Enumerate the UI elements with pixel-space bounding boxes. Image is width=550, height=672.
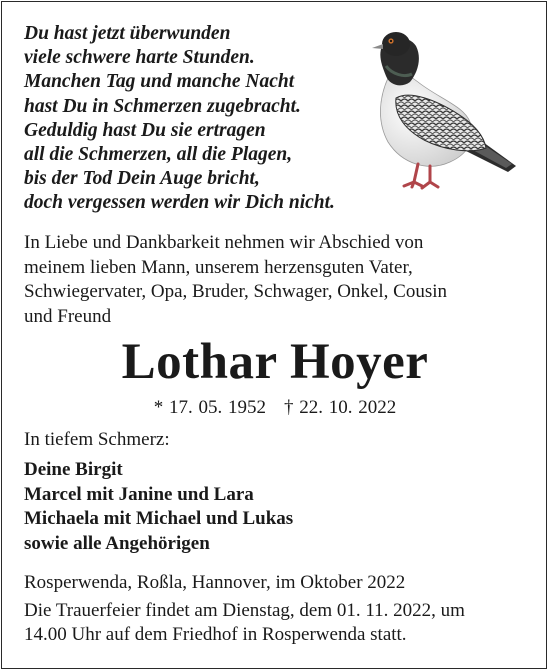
intro-line: In Liebe und Dankbarkeit nehmen wir Abschied von xyxy=(24,232,424,253)
place-and-date: Rosperwenda, Roßla, Hannover, im Oktober 2022 xyxy=(24,572,406,593)
intro-text xyxy=(24,231,534,329)
poem-line: bis der Tod Dein Auge bricht, xyxy=(24,168,260,190)
intro-line: Schwiegervater, Opa, Bruder, Schwager, Onkel, Cousin xyxy=(24,281,447,303)
poem-line: all die Schmerzen, all die Plagen, xyxy=(24,144,293,166)
life-dates xyxy=(0,396,550,420)
poem-line: doch vergessen werden wir Dich nicht. xyxy=(24,192,335,214)
death-date: † 22. 10. 2022 xyxy=(284,397,397,418)
mourner-name: sowie alle Angehörigen xyxy=(24,532,210,554)
mourner-name: Marcel mit Janine und Lara xyxy=(24,483,254,505)
poem-line: hast Du in Schmerzen zugebracht. xyxy=(24,95,301,117)
poem-line: Geduldig hast Du sie ertragen xyxy=(24,119,266,141)
deceased-name: Lothar Hoyer xyxy=(121,334,429,390)
mourner-name: Michaela mit Michael und Lukas xyxy=(24,508,294,530)
mourners-list xyxy=(24,458,293,556)
service-line: 14.00 Uhr auf dem Friedhof in Rosperwenda statt. xyxy=(24,624,407,646)
poem-line: viele schwere harte Stunden. xyxy=(24,47,255,69)
poem-line: Manchen Tag und manche Nacht xyxy=(24,71,295,93)
mourners-label: In tiefem Schmerz: xyxy=(24,429,170,450)
poem xyxy=(24,22,335,216)
pigeon-icon xyxy=(366,26,524,194)
funeral-service-info xyxy=(24,599,465,647)
service-line: Die Trauerfeier findet am Dienstag, dem 01. 11. 2022, um xyxy=(24,600,465,621)
poem-line: Du hast jetzt überwunden xyxy=(24,23,231,44)
intro-line: meinem lieben Mann, unserem herzensguten Vater, xyxy=(24,256,413,278)
intro-line: und Freund xyxy=(24,305,112,327)
birth-date: * 17. 05. 1952 xyxy=(153,397,266,418)
mourner-name: Deine Birgit xyxy=(24,459,123,480)
